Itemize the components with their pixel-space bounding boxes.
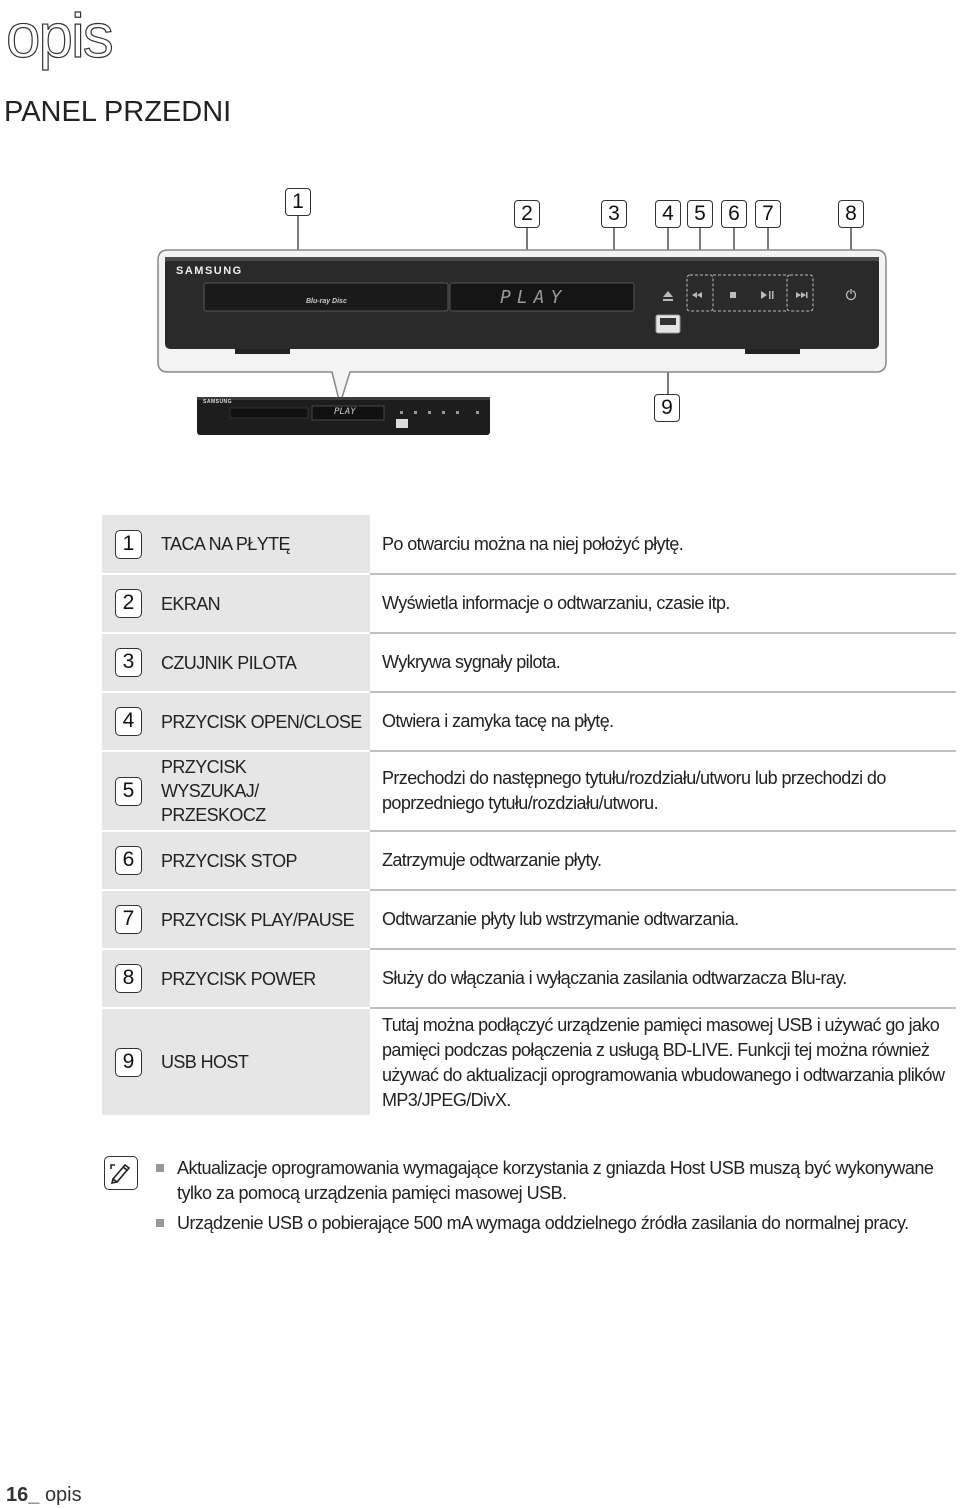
part-name: USB HOST	[150, 1008, 370, 1116]
row-number: 9	[115, 1048, 142, 1077]
note-pencil-icon	[104, 1156, 138, 1190]
part-name: PRZYCISK STOP	[150, 831, 370, 890]
note-text: Aktualizacje oprogramowania wymagające korzystania z gniazda Host USB muszą być wykonywane tylko za pomocą urządzenia pamięci masowej USB.	[177, 1158, 934, 1203]
callout-8: 8	[838, 200, 864, 228]
display-text: PLAY	[500, 287, 568, 308]
row-number: 8	[115, 964, 142, 993]
part-description: Wykrywa sygnały pilota.	[370, 633, 956, 692]
list-item	[154, 1211, 954, 1236]
table-row	[102, 633, 956, 692]
part-description: Tutaj można podłączyć urządzenie pamięci masowej USB i używać go jako pamięci podczas połączenia z usługą BD-LIVE. Funkcji tej można również używać do aktualizacji oprogramowania wbudowanego i odtwarzania plików MP3/JPEG/DivX.	[382, 1014, 945, 1110]
part-name: PRZYCISK OPEN/CLOSE	[150, 692, 370, 751]
note-text: Urządzenie USB o pobierające 500 mA wymaga oddzielnego źródła zasilania do normalnej pracy.	[177, 1213, 909, 1233]
part-description: Zatrzymuje odtwarzanie płyty.	[370, 831, 956, 890]
list-item	[154, 1156, 954, 1206]
table-row	[102, 890, 956, 949]
part-description: Wyświetla informacje o odtwarzaniu, czasie itp.	[370, 574, 956, 633]
small-display-text: PLAY	[334, 407, 356, 417]
row-number: 3	[115, 648, 142, 677]
table-row	[102, 574, 956, 633]
row-number: 7	[115, 905, 142, 934]
row-number: 4	[115, 707, 142, 736]
part-name: PRZYCISK POWER	[150, 949, 370, 1008]
callout-3: 3	[601, 200, 627, 228]
brand-logo: SAMSUNG	[176, 265, 243, 277]
part-name: PRZYCISK PLAY/PAUSE	[150, 890, 370, 949]
section-header: opis	[6, 2, 112, 71]
row-number: 2	[115, 589, 142, 618]
page-title: PANEL PRZEDNI	[4, 96, 232, 128]
bluray-logo: Blu-ray Disc	[306, 298, 347, 305]
part-name: TACA NA PŁYTĘ	[150, 515, 370, 574]
callout-9: 9	[654, 394, 680, 422]
page-number: 16_	[6, 1484, 40, 1506]
note-list	[154, 1156, 954, 1241]
callout-5: 5	[687, 200, 713, 228]
row-number: 5	[115, 777, 142, 806]
callout-7: 7	[755, 200, 781, 228]
callout-4: 4	[655, 200, 681, 228]
part-name: PRZYCISK WYSZUKAJ/ PRZESKOCZ	[150, 751, 370, 831]
row-number: 1	[115, 530, 142, 559]
part-description: Otwiera i zamyka tacę na płytę.	[370, 692, 956, 751]
callout-2: 2	[514, 200, 540, 228]
part-name: EKRAN	[150, 574, 370, 633]
part-description: Odtwarzanie płyty lub wstrzymanie odtwarzania.	[370, 890, 956, 949]
table-row	[102, 751, 956, 831]
part-description: Przechodzi do następnego tytułu/rozdziału/utworu lub przechodzi do poprzedniego tytułu/rozdziału/utworu.	[370, 751, 956, 831]
part-name: CZUJNIK PILOTA	[150, 633, 370, 692]
part-description: Służy do włączania i wyłączania zasilania odtwarzacza Blu-ray.	[370, 949, 956, 1008]
table-row	[102, 692, 956, 751]
parts-table	[102, 515, 956, 1117]
table-row	[102, 1008, 956, 1116]
small-brand-logo: SAMSUNG	[203, 399, 233, 405]
table-row	[102, 831, 956, 890]
part-description: Po otwarciu można na niej położyć płytę.	[370, 515, 956, 574]
callout-6: 6	[721, 200, 747, 228]
table-row	[102, 515, 956, 574]
row-number: 6	[115, 846, 142, 875]
page-footer	[6, 1484, 82, 1507]
footer-label: opis	[44, 1484, 82, 1506]
callout-1: 1	[285, 188, 311, 216]
table-row	[102, 949, 956, 1008]
front-panel-diagram	[0, 0, 960, 460]
